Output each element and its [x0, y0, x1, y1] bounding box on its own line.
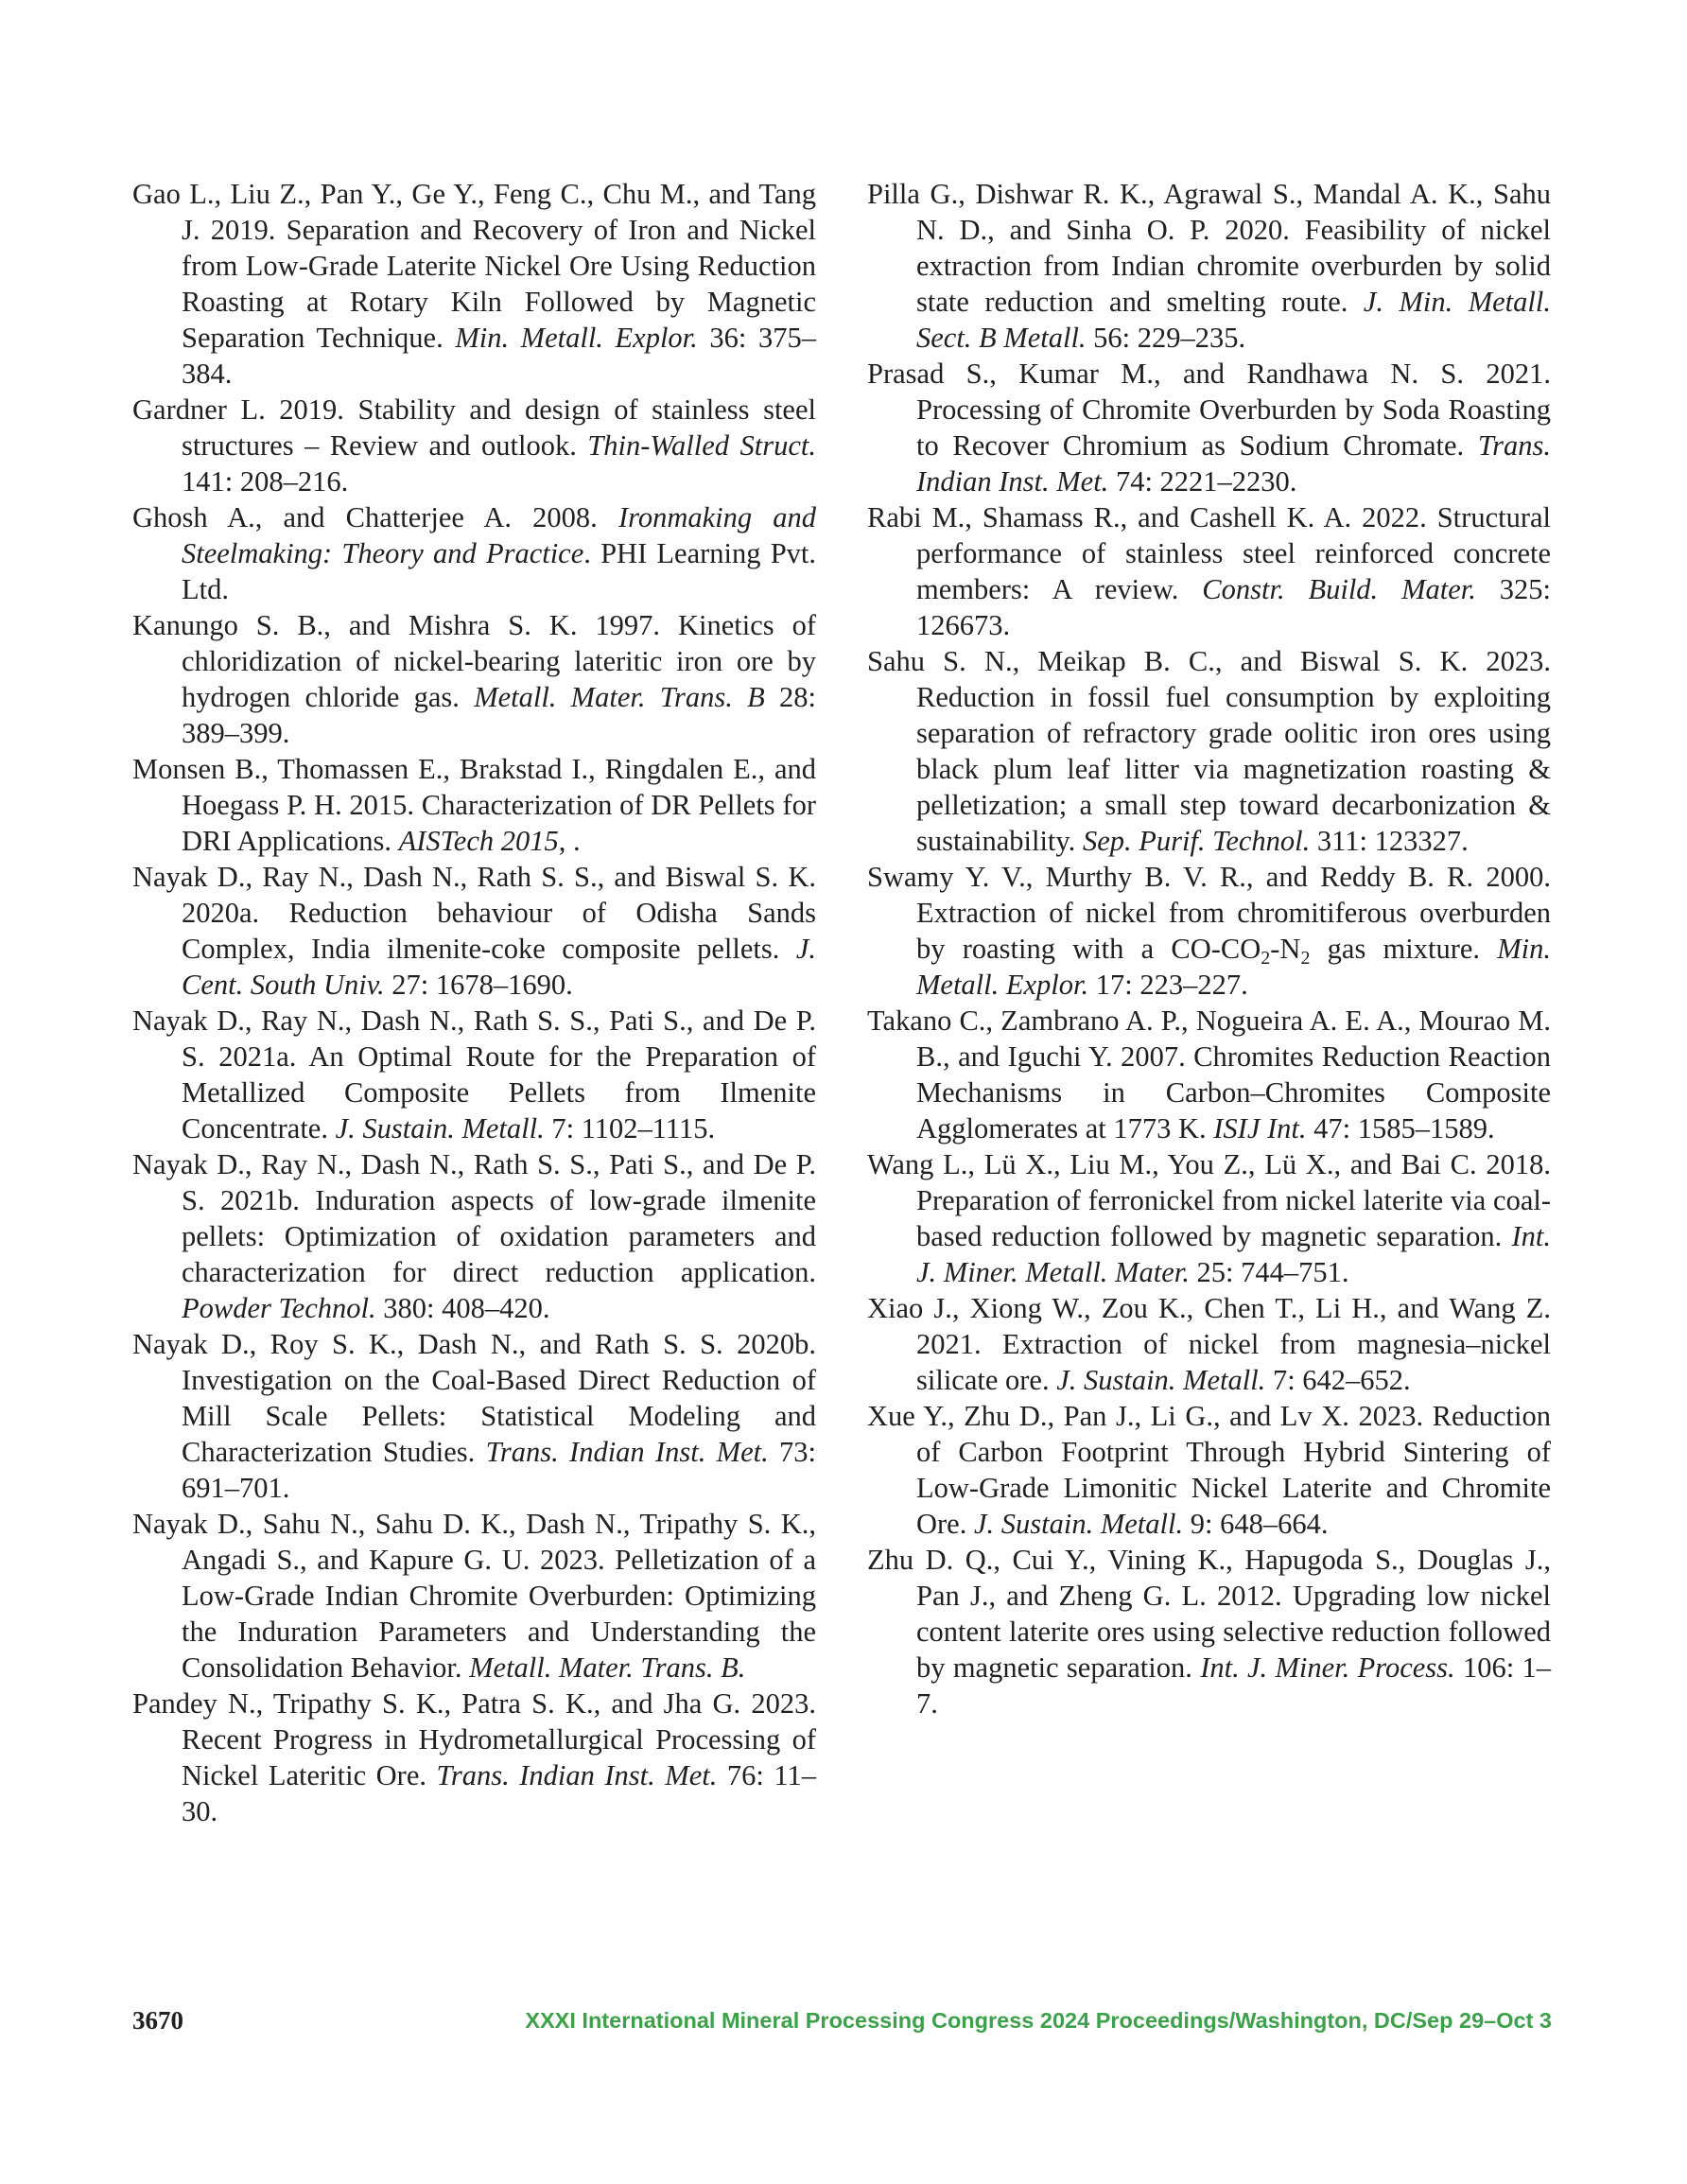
reference-entry: Nayak D., Ray N., Dash N., Rath S. S., Pati S., and De P. S. 2021b. Induration aspects of low-grade ilmenite pellets: Optimization of oxidation parameters and characterization for direct reduction application. Powder Technol. 380: 408–420.	[132, 1148, 816, 1324]
reference-entry: Nayak D., Ray N., Dash N., Rath S. S., Pati S., and De P. S. 2021a. An Optimal Route for the Preparation of Metallized Composite Pellets from Ilmenite Concentrate. J. Sustain. Metall. 7: 1102–1115.	[132, 1005, 816, 1144]
proceedings-footer: XXXI International Mineral Processing Congress 2024 Proceedings/Washington, DC/Sep 29–Oct 3	[525, 2008, 1552, 2033]
reference-entry: Swamy Y. V., Murthy B. V. R., and Reddy B. R. 2000. Extraction of nickel from chromitiferous overburden by roasting with a $CO-CO_2-N_2$ gas mixture. Min. Metall. Explor. 17: 223–227.	[867, 861, 1551, 1001]
reference-entry: Wang L., Lü X., Liu M., You Z., Lü X., and Bai C. 2018. Preparation of ferronickel from nickel laterite via coal-based reduction followed by magnetic separation. Int. J. Miner. Metall. Mater. 25: 744–751.	[867, 1148, 1551, 1288]
reference-entry: Nayak D., Roy S. K., Dash N., and Rath S. S. 2020b. Investigation on the Coal-Based Direct Reduction of Mill Scale Pellets: Statistical Modeling and Characterization Studies. Trans. Indian Inst. Met. 73: 691–701.	[132, 1328, 816, 1504]
reference-entry: Xiao J., Xiong W., Zou K., Chen T., Li H., and Wang Z. 2021. Extraction of nickel from magnesia–nickel silicate ore. J. Sustain. Metall. 7: 642–652.	[867, 1292, 1551, 1396]
reference-entry: Pilla G., Dishwar R. K., Agrawal S., Mandal A. K., Sahu N. D., and Sinha O. P. 2020. Feasibility of nickel extraction from Indian chromite overburden by solid state reduction and smelting route. J. Min. Metall. Sect. B Metall. 56: 229–235.	[867, 178, 1551, 354]
reference-entry: Zhu D. Q., Cui Y., Vining K., Hapugoda S., Douglas J., Pan J., and Zheng G. L. 2012. Upgrading low nickel content laterite ores using selective reduction followed by magnetic separation. Int. J. Miner. Process. 106: 1–7.	[867, 1544, 1551, 1720]
reference-entry: Rabi M., Shamass R., and Cashell K. A. 2022. Structural performance of stainless steel reinforced concrete members: A review. Constr. Build. Mater. 325: 126673.	[867, 501, 1551, 641]
reference-entry: Ghosh A., and Chatterjee A. 2008. Ironmaking and Steelmaking: Theory and Practice. PHI Learning Pvt. Ltd.	[132, 501, 817, 605]
reference-entry: Sahu S. N., Meikap B. C., and Biswal S. K. 2023. Reduction in fossil fuel consumption by exploiting separation of refractory grade oolitic iron ores using black plum leaf litter via magnetization roasting & pelletization; a small step toward decarbonization & sustainability. Sep. Purif. Technol. 311: 123327.	[867, 645, 1551, 857]
reference-entry: Nayak D., Sahu N., Sahu D. K., Dash N., Tripathy S. K., Angadi S., and Kapure G. U. 2023. Pelletization of a Low-Grade Indian Chromite Overburden: Optimizing the Induration Parameters and Understanding the Consolidation Behavior. Metall. Mater. Trans. B.	[132, 1508, 816, 1684]
subscript: 2	[1300, 948, 1311, 969]
references-left-column	[132, 176, 816, 1829]
reference-entry: Gao L., Liu Z., Pan Y., Ge Y., Feng C., Chu M., and Tang J. 2019. Separation and Recovery of Iron and Nickel from Low-Grade Laterite Nickel Ore Using Reduction Roasting at Rotary Kiln Followed by Magnetic Separation Technique. Min. Metall. Explor. 36: 375–384.	[132, 178, 816, 390]
page-number: 3670	[132, 2006, 183, 2035]
subscript: 2	[1261, 948, 1271, 969]
reference-entry: Takano C., Zambrano A. P., Nogueira A. E. A., Mourao M. B., and Iguchi Y. 2007. Chromites Reduction Reaction Mechanisms in Carbon–Chromites Composite Agglomerates at 1773 K. ISIJ Int. 47: 1585–1589.	[867, 1005, 1551, 1144]
reference-entry: Monsen B., Thomassen E., Brakstad I., Ringdalen E., and Hoegass P. H. 2015. Characterization of DR Pellets for DRI Applications. AISTech 2015, .	[132, 753, 816, 857]
reference-entry: Kanungo S. B., and Mishra S. K. 1997. Kinetics of chloridization of nickel-bearing lateritic iron ore by hydrogen chloride gas. Metall. Mater. Trans. B 28: 389–399.	[132, 609, 816, 749]
reference-entry: Xue Y., Zhu D., Pan J., Li G., and Lv X. 2023. Reduction of Carbon Footprint Through Hybrid Sintering of Low-Grade Limonitic Nickel Laterite and Chromite Ore. J. Sustain. Metall. 9: 648–664.	[867, 1400, 1551, 1540]
references-right-column	[867, 176, 1551, 1721]
reference-entry: Nayak D., Ray N., Dash N., Rath S. S., and Biswal S. K. 2020a. Reduction behaviour of Odisha Sands Complex, India ilmenite-coke composite pellets. J. Cent. South Univ. 27: 1678–1690.	[132, 861, 816, 1001]
reference-entry: Gardner L. 2019. Stability and design of stainless steel structures – Review and outlook. Thin-Walled Struct. 141: 208–216.	[132, 393, 816, 498]
reference-entry: Pandey N., Tripathy S. K., Patra S. K., and Jha G. 2023. Recent Progress in Hydrometallurgical Processing of Nickel Lateritic Ore. Trans. Indian Inst. Met. 76: 11–30.	[132, 1687, 816, 1827]
reference-entry: Prasad S., Kumar M., and Randhawa N. S. 2021. Processing of Chromite Overburden by Soda Roasting to Recover Chromium as Sodium Chromate. Trans. Indian Inst. Met. 74: 2221–2230.	[867, 358, 1551, 498]
